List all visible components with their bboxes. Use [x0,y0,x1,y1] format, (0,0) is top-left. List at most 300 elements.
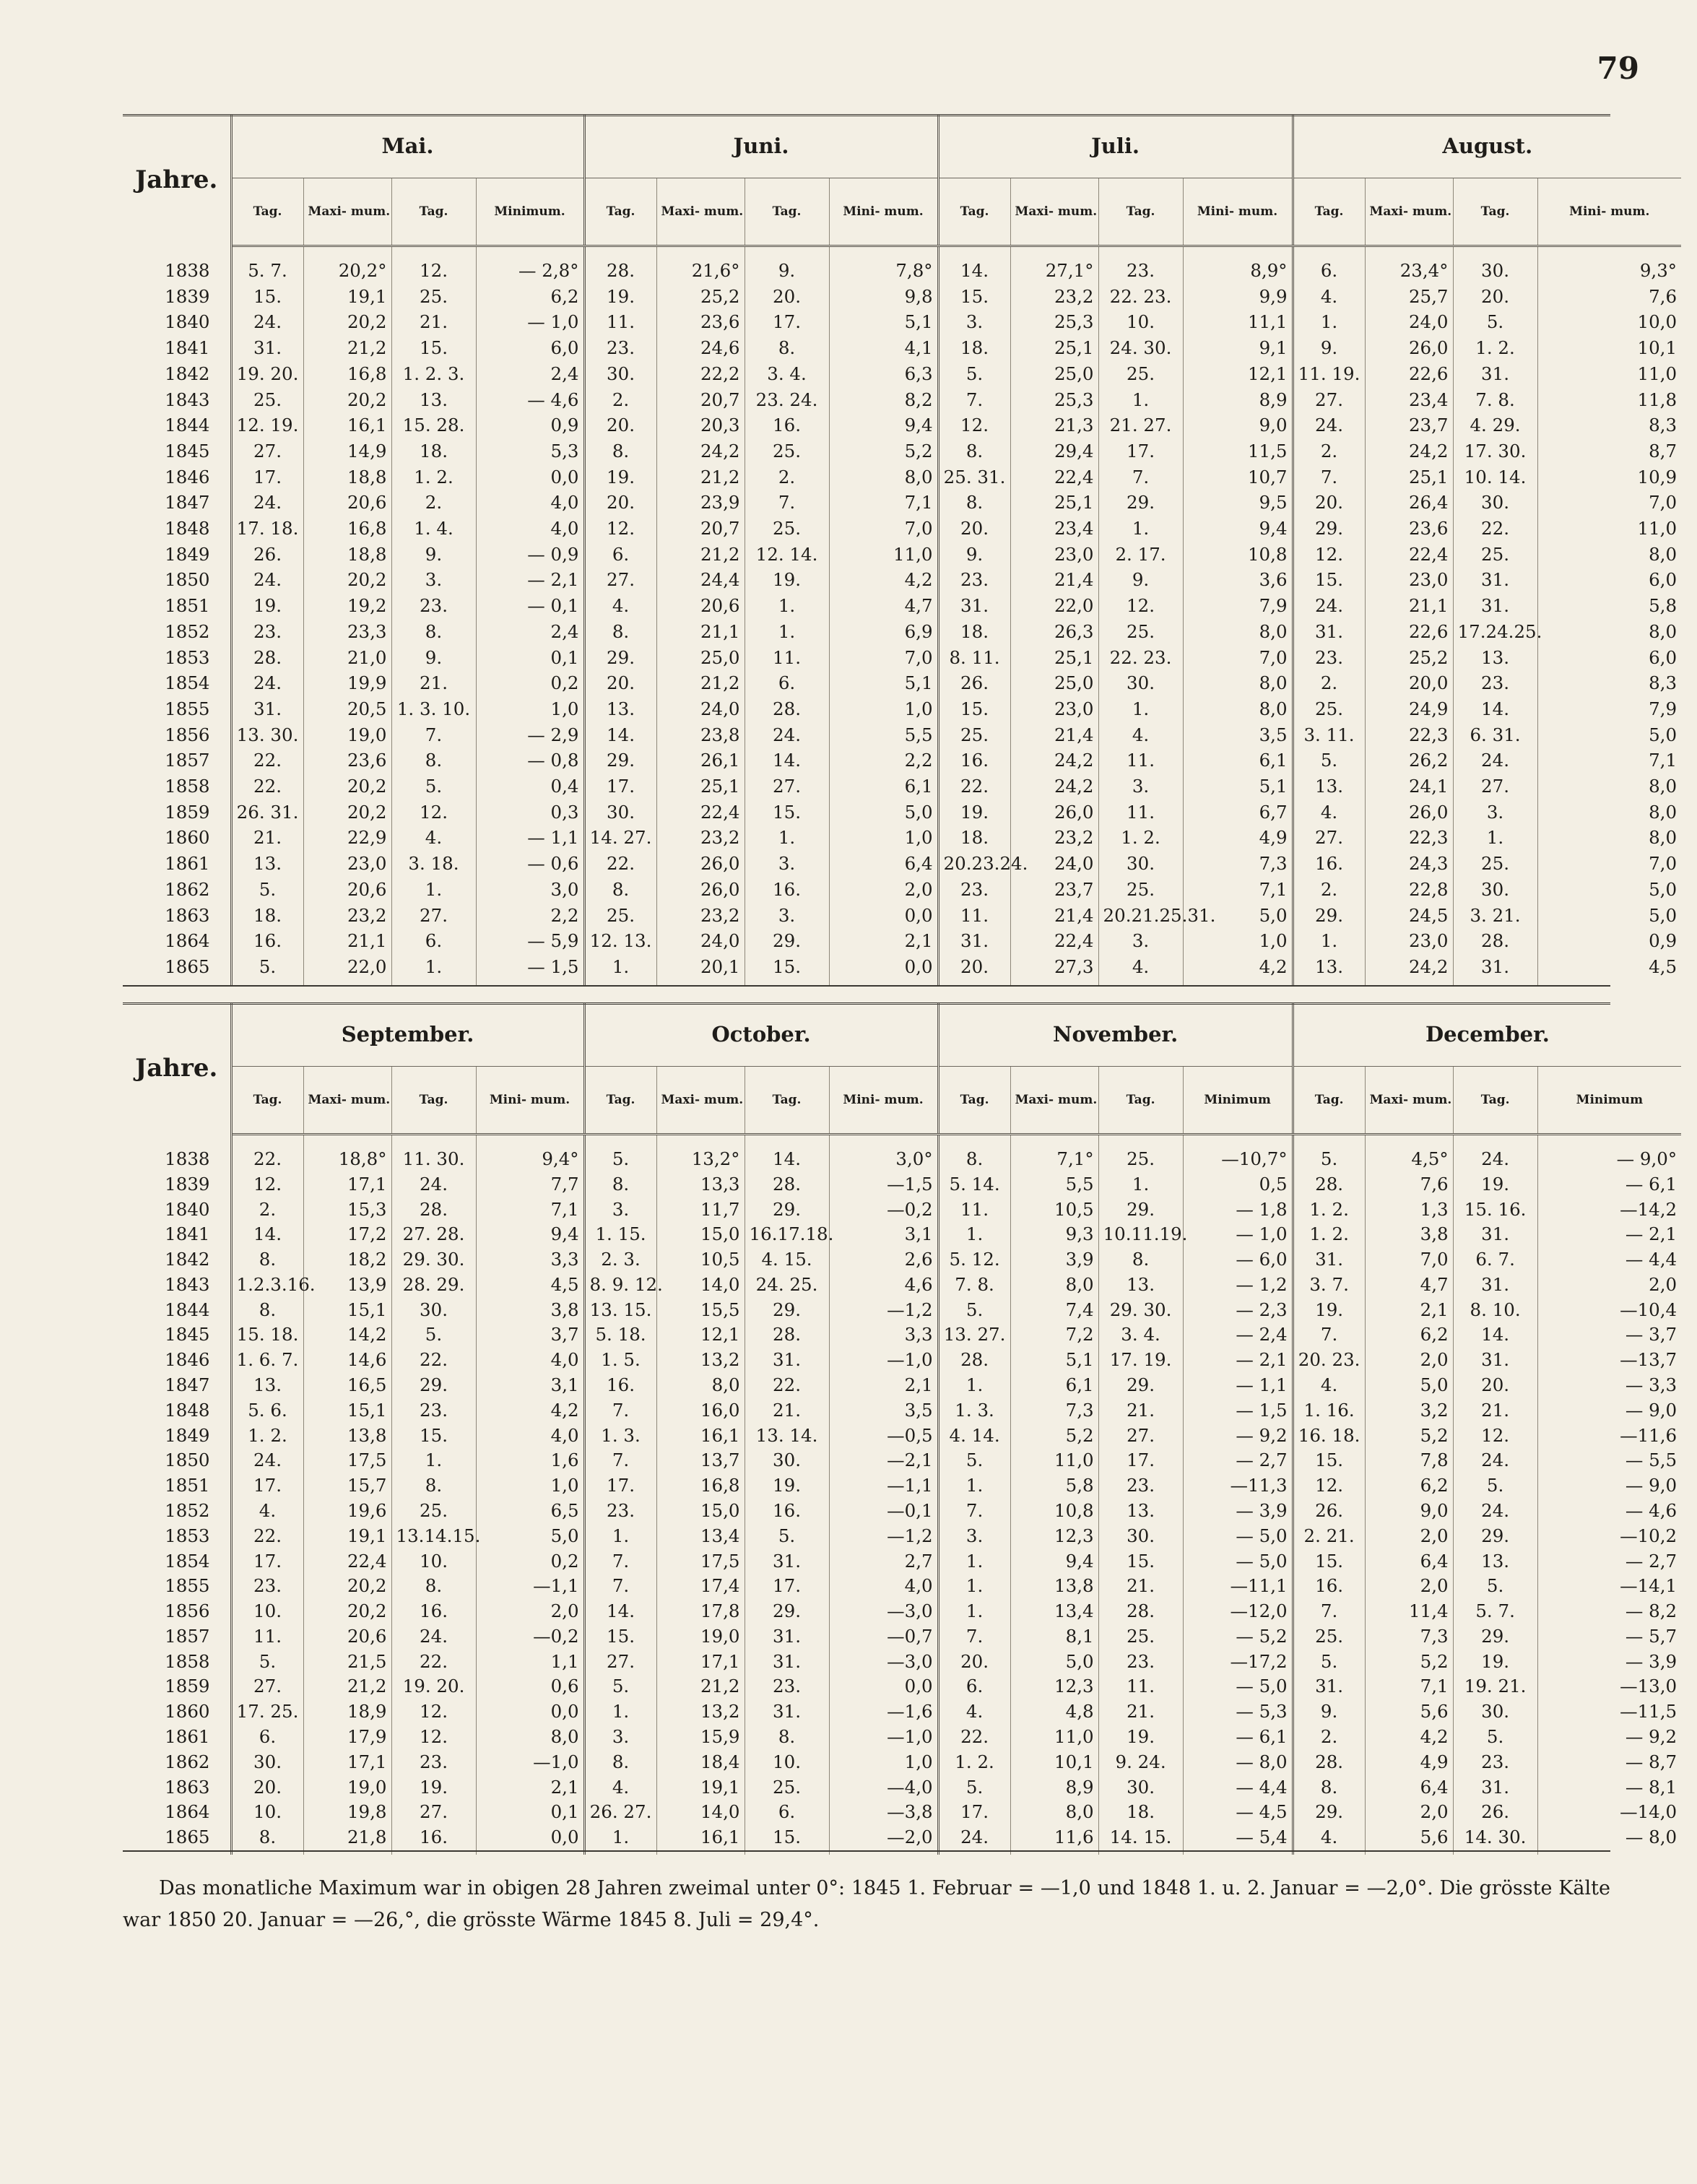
day-cell: 26. [938,675,1010,701]
table-row [123,1528,1681,1554]
month-header-november: November. [938,1002,1293,1067]
temperature-cell: 26,1 [656,753,745,779]
day-cell: 1. 5. [584,1352,656,1377]
temperature-cell: 8,9° [1183,263,1293,289]
day-cell: 15. [391,1428,476,1453]
temperature-cell: 0,4 [476,779,584,805]
temperature-cell: 9,5 [1183,495,1293,521]
day-cell: 3. 21. [1453,908,1537,934]
day-cell: 31. [745,1654,829,1679]
temperature-cell: 25,7 [1365,289,1453,315]
temperature-cell: 13,4 [656,1528,745,1554]
temperature-cell: 4,0 [476,1352,584,1377]
col-day: Tag. [391,178,476,246]
day-cell: 4. [1293,289,1365,315]
day-cell: 25. [391,289,476,315]
year-cell: 1838 [165,1148,210,1169]
day-cell: 2. [1293,882,1365,908]
col-max: Maxi- mum. [656,178,745,246]
day-cell: 5. 7. [1453,1603,1537,1629]
temperature-cell: 8,2 [829,392,938,418]
table-row [123,443,1681,469]
temperature-cell: 5,3 [476,443,584,469]
temperature-cell: 17,1 [303,1754,391,1780]
day-cell: 20. [584,675,656,701]
day-cell: 22. [231,779,303,805]
day-cell: 26. 27. [584,1804,656,1829]
day-cell: 28. [1293,1176,1365,1202]
temperature-cell: 23,0 [1010,701,1098,727]
day-cell: 31. [1453,1277,1537,1302]
year-cell: 1865 [165,1826,210,1848]
temperature-cell: 23,2 [1010,830,1098,856]
table-row [123,1554,1681,1579]
day-cell: 1. [938,1377,1010,1403]
month-header-october: October. [584,1002,938,1067]
table-row [123,1452,1681,1478]
temperature-cell: 5,1 [829,314,938,340]
temperature-cell: 4,9 [1365,1754,1453,1780]
year-cell: 1841 [165,337,210,359]
temperature-cell: — 5,4 [1183,1829,1293,1855]
day-cell: 14. [584,1603,656,1629]
day-cell: 15. [584,1629,656,1654]
temperature-cell: 0,0 [829,1678,938,1704]
day-cell: 29. [1453,1629,1537,1654]
temperature-cell: 21,1 [303,933,391,959]
day-cell: 7. 8. [938,1277,1010,1302]
temperature-cell: 7,0 [1537,856,1681,882]
day-cell: 1. 3. [938,1403,1010,1428]
temperature-cell: 8,0 [1537,830,1681,856]
temperature-cell: 2,4 [476,366,584,392]
table-row [123,1352,1681,1377]
temperature-cell: 20,2 [303,1603,391,1629]
temperature-cell: 10,9 [1537,469,1681,495]
temperature-cell: —14,2 [1537,1202,1681,1227]
temperature-cell: 11,5 [1183,443,1293,469]
table-row [123,572,1681,598]
temperature-cell: 19,8 [303,1804,391,1829]
day-cell: 11. [1098,1678,1183,1704]
temperature-cell: 11,0 [1537,366,1681,392]
temperature-cell: 18,8 [303,469,391,495]
temperature-cell: 22,2 [656,366,745,392]
day-cell: 5. [231,882,303,908]
temperature-cell: 22,4 [1010,469,1098,495]
day-cell: 19. [938,805,1010,831]
day-cell: 29. [745,1302,829,1327]
temperature-cell: 13,7 [656,1452,745,1478]
temperature-cell: —0,7 [829,1629,938,1654]
day-cell: 1. [391,1452,476,1478]
day-cell: 22. 23. [1098,650,1183,676]
day-cell: 5. [1453,1578,1537,1603]
temperature-cell: 0,0 [829,959,938,985]
year-cell: 1843 [165,1273,210,1295]
temperature-cell: 0,1 [476,1804,584,1829]
temperature-cell: 20,2 [303,779,391,805]
day-cell: 29. 30. [391,1252,476,1277]
day-cell: 22. [231,1151,303,1176]
temperature-cell: 2,0 [1365,1804,1453,1829]
year-cell: 1862 [165,878,210,900]
day-cell: 24. [231,314,303,340]
day-cell: 17. [231,469,303,495]
day-cell: 5. 6. [231,1403,303,1428]
day-cell: 1. [745,598,829,624]
table-row [123,1151,1681,1176]
day-cell: 4. 14. [938,1428,1010,1453]
temperature-cell: 1,0 [476,1478,584,1503]
temperature-cell: 7,8° [829,263,938,289]
temperature-cell: 2,1 [1365,1302,1453,1327]
day-cell: 12. [231,1176,303,1202]
day-cell: 19. [231,598,303,624]
year-cell: 1839 [165,285,210,307]
day-cell: 10. [391,1554,476,1579]
day-cell: 21. [1098,1704,1183,1729]
temperature-cell: 8,0 [1183,675,1293,701]
day-cell: 5. [1453,1729,1537,1754]
day-cell: 24. [1453,1452,1537,1478]
day-cell: 28. [1453,933,1537,959]
temperature-cell: — 1,2 [1183,1277,1293,1302]
temperature-cell: 6,9 [829,624,938,650]
temperature-cell: —1,6 [829,1704,938,1729]
temperature-cell: 26,0 [1010,805,1098,831]
temperature-cell: 5,0 [476,1528,584,1554]
day-cell: 31. [1453,572,1537,598]
temperature-cell: 14,0 [656,1277,745,1302]
temperature-cell: — 2,9 [476,727,584,753]
day-cell: 16. [1293,856,1365,882]
temperature-cell: 2,0 [1365,1528,1453,1554]
temperature-cell: 1,1 [476,1654,584,1679]
temperature-cell: 9,3 [1010,1226,1098,1252]
day-cell: 22. [231,1528,303,1554]
temperature-cell: 2,2 [476,908,584,934]
day-cell: 5. [1293,1151,1365,1176]
day-cell: 13. [1453,650,1537,676]
temperature-cell: 22,3 [1365,727,1453,753]
temperature-cell: 16,5 [303,1377,391,1403]
temperature-cell: 5,6 [1365,1704,1453,1729]
temperature-cell: 10,8 [1183,547,1293,573]
day-cell: 1. [938,1578,1010,1603]
temperature-cell: 25,0 [656,650,745,676]
temperature-cell: 5,2 [1365,1654,1453,1679]
temperature-cell: 24,1 [1365,779,1453,805]
day-cell: 3. 11. [1293,727,1365,753]
day-cell: 12. 14. [745,547,829,573]
temperature-cell: 0,0 [476,1829,584,1855]
day-cell: 3. [584,1729,656,1754]
temperature-cell: 6,0 [476,340,584,366]
day-cell: 4. [584,1780,656,1805]
temperature-cell: 6,4 [1365,1554,1453,1579]
day-cell: 2. [1293,443,1365,469]
day-cell: 1. 16. [1293,1403,1365,1428]
day-cell: 8. [231,1252,303,1277]
day-cell: 15. [391,340,476,366]
day-cell: 16. [391,1829,476,1855]
temperature-cell: — 1,0 [1183,1226,1293,1252]
temperature-cell: 12,1 [1183,366,1293,392]
temperature-cell: 21,2 [303,340,391,366]
day-cell: 11. [938,1202,1010,1227]
day-cell: 25. [745,1780,829,1805]
temperature-cell: 0,0 [829,908,938,934]
temperature-cell: — 3,9 [1537,1654,1681,1679]
day-cell: 9. [391,547,476,573]
table-row [123,908,1681,934]
day-cell: 5. 14. [938,1176,1010,1202]
day-cell: 20. [1453,1377,1537,1403]
temperature-cell: 4,7 [829,598,938,624]
year-cell: 1840 [165,311,210,333]
temperature-cell: 7,1 [1537,753,1681,779]
day-cell: 22. [584,856,656,882]
year-header: Jahre. [123,114,231,246]
temperature-cell: 16,8 [656,1478,745,1503]
temperature-cell: — 9,2 [1537,1729,1681,1754]
day-cell: 13. [391,392,476,418]
temperature-cell: 8,0 [1537,547,1681,573]
day-cell: 17. [584,779,656,805]
temperature-cell: 3,0° [829,1151,938,1176]
temperature-cell: 13,9 [303,1277,391,1302]
day-cell: 1. 2. [1293,1226,1365,1252]
temperature-cell: 3,2 [1365,1403,1453,1428]
day-cell: 14. 15. [1098,1829,1183,1855]
temperature-cell: 10,1 [1010,1754,1098,1780]
temperature-cell: 20,2 [303,314,391,340]
temperature-cell: 21,2 [656,675,745,701]
temperature-cell: 7,1 [829,495,938,521]
temperature-cell: 19,6 [303,1503,391,1528]
day-cell: 8. [584,1754,656,1780]
temperature-cell: 4,2 [1365,1729,1453,1754]
day-cell: 5. [231,1654,303,1679]
day-cell: 29. 30. [1098,1302,1183,1327]
temperature-cell: 25,1 [1365,469,1453,495]
day-cell: 1. 2. [391,469,476,495]
day-cell: 28. [745,1176,829,1202]
day-cell: 12. [1453,1428,1537,1453]
day-cell: 8. [231,1302,303,1327]
temperature-cell: 21,4 [1010,908,1098,934]
temperature-cell: 24,0 [1010,856,1098,882]
day-cell: 5. [1293,1654,1365,1679]
temperature-cell: 15,1 [303,1302,391,1327]
day-cell: 25. 31. [938,469,1010,495]
temperature-cell: — 9,0 [1537,1403,1681,1428]
temperature-cell: 6,0 [1537,650,1681,676]
temperature-cell: 7,0 [1537,495,1681,521]
temperature-cell: — 5,0 [1183,1554,1293,1579]
day-cell: 31. [745,1704,829,1729]
day-cell: 15. [745,959,829,985]
temperature-cell: 10,8 [1010,1503,1098,1528]
day-cell: 23. [1453,1754,1537,1780]
temperature-cell: 22,6 [1365,366,1453,392]
temperature-cell: 4,5 [1537,959,1681,985]
col-day: Tag. [1293,178,1365,246]
day-cell: 23. 24. [745,392,829,418]
day-cell: 26. [1293,1503,1365,1528]
temperature-cell: 21,2 [656,547,745,573]
temperature-cell: 8,0 [1537,779,1681,805]
day-cell: 13. [584,701,656,727]
temperature-cell: 9,9 [1183,289,1293,315]
day-cell: 22. [231,753,303,779]
temperature-cell: 5,0 [1010,1654,1098,1679]
day-cell: 14. [745,1151,829,1176]
temperature-cell: 11,0 [1010,1452,1098,1478]
day-cell: 2. 21. [1293,1528,1365,1554]
temperature-cell: 16,8 [303,521,391,547]
year-cell: 1859 [165,1676,210,1697]
temperature-cell: — 1,8 [1183,1202,1293,1227]
day-cell: 18. [1098,1804,1183,1829]
day-cell: 24. [231,1452,303,1478]
day-cell: 9. [745,263,829,289]
day-cell: 7. [1293,469,1365,495]
table-row [123,959,1681,985]
day-cell: 27. [584,1654,656,1679]
temperature-cell: 11,1 [1183,314,1293,340]
table-row [123,933,1681,959]
temperature-cell: 20,1 [656,959,745,985]
table-row [123,1603,1681,1629]
temperature-cell: 19,0 [303,727,391,753]
temperature-cell: 9,4 [1010,1554,1098,1579]
temperature-cell: — 2,7 [1183,1452,1293,1478]
col-day: Tag. [1098,178,1183,246]
year-cell: 1851 [165,595,210,617]
temperature-cell: 6,1 [829,779,938,805]
day-cell: 16. 18. [1293,1428,1365,1453]
temperature-cell: 24,0 [1365,314,1453,340]
day-cell: 19. [1098,1729,1183,1754]
day-cell: 31. [745,1352,829,1377]
table-row [123,727,1681,753]
temperature-cell: 26,4 [1365,495,1453,521]
temperature-cell: 23,9 [656,495,745,521]
col-day: Tag. [584,1067,656,1135]
day-cell: 22. [938,779,1010,805]
day-cell: 12. [1098,598,1183,624]
year-cell: 1853 [165,646,210,668]
col-min: Minimum [1537,1067,1681,1135]
day-cell: 13.14.15. [391,1528,476,1554]
temperature-cell: 6,2 [1365,1327,1453,1352]
day-cell: 18. [938,830,1010,856]
temperature-cell: 25,3 [1010,314,1098,340]
day-cell: 7. [938,1629,1010,1654]
year-cell: 1858 [165,1650,210,1672]
temperature-cell: 27,1° [1010,263,1098,289]
temperature-cell: 24,2 [1365,959,1453,985]
temperature-cell: — 2,3 [1183,1302,1293,1327]
temperature-cell: 23,2 [303,908,391,934]
year-cell: 1852 [165,620,210,642]
temperature-cell: 22,0 [303,959,391,985]
temperature-cell: 19,1 [303,289,391,315]
day-cell: 12. [938,417,1010,443]
day-cell: 15. [1098,1554,1183,1579]
day-cell: 1.2.3.16. [231,1277,303,1302]
day-cell: 29. [745,1603,829,1629]
day-cell: 17. 25. [231,1704,303,1729]
day-cell: 13. [1293,779,1365,805]
table-row [123,805,1681,831]
temperature-cell: 4,6 [829,1277,938,1302]
temperature-cell: 21,2 [656,469,745,495]
table-row [123,1804,1681,1829]
day-cell: 26. 31. [231,805,303,831]
day-cell: 24. [391,1176,476,1202]
day-cell: 8. 10. [1453,1302,1537,1327]
day-cell: 1. [745,624,829,650]
day-cell: 30. [745,1452,829,1478]
day-cell: 1. 2. [938,1754,1010,1780]
temperature-cell: 2,4 [476,624,584,650]
day-cell: 7. [938,392,1010,418]
day-cell: 8. [938,443,1010,469]
col-min: Mini- mum. [1183,178,1293,246]
day-cell: 1. [584,959,656,985]
temperature-cell: 13,2 [656,1352,745,1377]
col-day: Tag. [1453,1067,1537,1135]
day-cell: 9. [391,650,476,676]
day-cell: 31. [1453,1352,1537,1377]
year-cell: 1863 [165,1776,210,1798]
table-row [123,1654,1681,1679]
day-cell: 25. [1293,1629,1365,1654]
day-cell: 5. [1453,314,1537,340]
temperature-cell: — 3,9 [1183,1503,1293,1528]
temperature-cell: 2,0 [1365,1578,1453,1603]
day-cell: 31. [231,701,303,727]
day-cell: 27. [745,779,829,805]
day-cell: 7. 8. [1453,392,1537,418]
temperature-cell: 4,5 [476,1277,584,1302]
day-cell: 28. 29. [391,1277,476,1302]
col-day: Tag. [231,178,303,246]
day-cell: 3. [938,1528,1010,1554]
temperature-cell: 2,1 [476,1780,584,1805]
temperature-cell: —1,5 [829,1176,938,1202]
day-cell: 25. [231,392,303,418]
temperature-cell: 25,1 [1010,495,1098,521]
day-cell: 14. 27. [584,830,656,856]
temperature-cell: 22,4 [1010,933,1098,959]
temperature-cell: — 2,1 [476,572,584,598]
day-cell: 23. [1098,1478,1183,1503]
day-cell: 5. [391,779,476,805]
col-max: Maxi- mum. [1010,178,1098,246]
day-cell: 5. [938,1302,1010,1327]
temperature-cell: 3,5 [829,1403,938,1428]
temperature-cell: 17,1 [303,1176,391,1202]
month-header-august: August. [1293,114,1681,178]
month-header-july: Juli. [938,114,1293,178]
year-cell: 1865 [165,956,210,977]
temperature-cell: — 2,4 [1183,1327,1293,1352]
day-cell: 29. [745,1202,829,1227]
